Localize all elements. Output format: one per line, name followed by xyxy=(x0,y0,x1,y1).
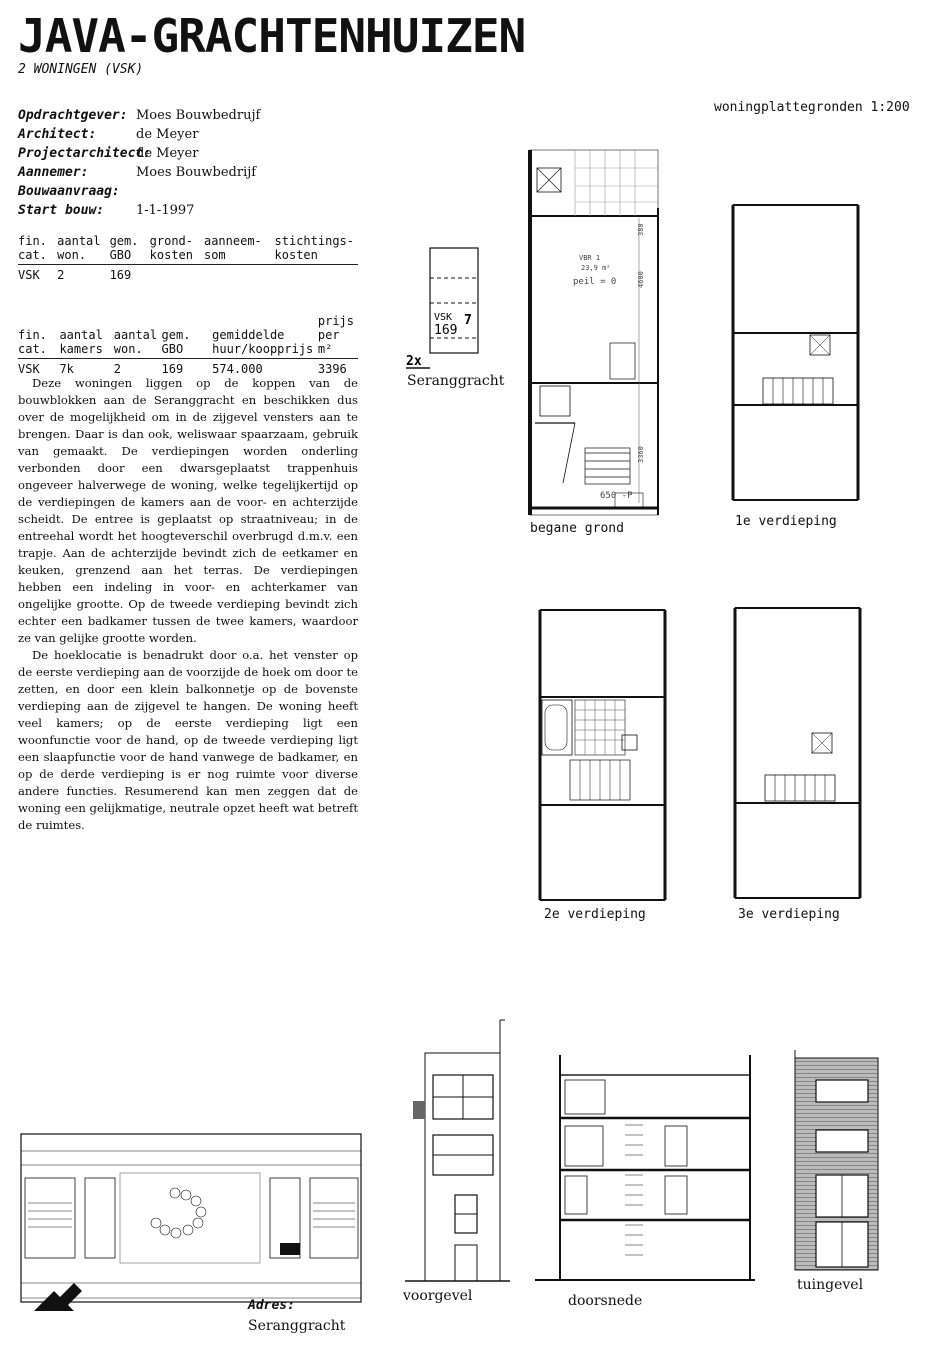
caption-second-floor: 2e verdieping xyxy=(544,907,646,922)
table-header: aantal won. xyxy=(114,314,162,359)
project-label: Architect: xyxy=(18,127,97,142)
site-plan xyxy=(20,1133,365,1333)
table-header-row xyxy=(18,234,358,265)
project-row xyxy=(18,201,260,220)
table-header: gem. GBO xyxy=(162,314,213,359)
table-header: fin. cat. xyxy=(18,314,59,359)
elevation-garden xyxy=(790,1050,885,1280)
plan-ground-floor xyxy=(515,148,665,520)
table-header: grond- kosten xyxy=(150,234,204,265)
site-highlight xyxy=(280,1243,300,1255)
project-label: Opdrachtgever: xyxy=(18,108,128,123)
price-table xyxy=(18,314,358,376)
table-header: stichtings- kosten xyxy=(275,234,358,265)
table-header: prijs per m² xyxy=(318,314,358,359)
project-row xyxy=(18,125,260,144)
caption-front-elevation: voorgevel xyxy=(403,1288,473,1304)
project-row xyxy=(18,163,260,182)
key-plan-street: Seranggracht xyxy=(407,373,505,389)
project-label: Bouwaanvraag: xyxy=(18,184,120,199)
page-title: JAVA-GRACHTENHUIZEN xyxy=(18,9,526,63)
room-area: 23,9 m² xyxy=(581,264,611,272)
plan-third-floor xyxy=(730,603,870,903)
table-header-row xyxy=(18,314,358,359)
elevation-front xyxy=(405,1015,510,1285)
caption-garden-elevation: tuingevel xyxy=(797,1277,864,1293)
key-plan-count: 2x xyxy=(406,354,422,369)
table-header: fin. cat. xyxy=(18,234,57,265)
table-cell xyxy=(150,265,204,283)
project-value: de Meyer xyxy=(136,146,199,161)
project-label: Aannemer: xyxy=(18,165,89,180)
scale-note: woningplattegronden 1:200 xyxy=(714,100,910,115)
table-row xyxy=(18,359,358,377)
project-value: Moes Bouwbedrijf xyxy=(136,165,257,180)
paragraph: Deze woningen liggen op de koppen van de bouwblokken aan de Seranggracht en beschikken dus over de mogelijkheid om in de zijgevel vensters aan te brengen. Daar is dan ook, weliswaar spaarzaam, gebruik van gemaakt. De verdiepingen worden onderling verbonden door een dwarsgeplaatst trappenhuis ongeveer halverwege de woning, welke tegelijkertijd op de verdiepingen de kamers aan de voor- en achterzijde scheidt. De entree is geplaatst op straatniveau; in de entreehal wordt het hoogteverschil overbrugd d.m.v. een trapje. Aan de achterzijde bevindt zich de eetkamer en keuken, grenzend aan het terras. De verdiepingen hebben een indeling in voor- en achterkamer van ongelijke grootte. Op de tweede verdieping bevindt zich echter een badkamer tussen de twee kamers, waardoor ze van gelijke grootte worden. xyxy=(18,376,358,645)
plan-second-floor xyxy=(530,605,670,905)
table-cell: 2 xyxy=(57,268,65,282)
north-arrow-icon xyxy=(34,1283,82,1311)
table-header: aanneem- som xyxy=(204,234,275,265)
table-cell xyxy=(204,265,275,283)
address-label: Adres: xyxy=(248,1298,295,1313)
dimension-label: 3360 xyxy=(637,446,645,463)
paragraph: De hoeklocatie is benadrukt door o.a. het venster op de eerste verdieping aan de voorzijde de hoek om door te zetten, en door een klein balkonnetje op de bovenste verdieping aan de zijgevel te hangen. De woning heeft veel kamers; op de eerste verdieping ligt een woonfunctie voor de hand, op de tweede verdieping ligt een slaapfunctie voor de hand vanwege de badkamer, en op de derde verdieping is er nog ruimte voor diverse andere functies. Resumerend kan men zeggen dat de woning een gelijkmatige, neutrale opzet heeft wat betreft de ruimtes. xyxy=(18,648,358,832)
project-row xyxy=(18,144,260,163)
caption-ground-floor: begane grond xyxy=(530,521,624,536)
section xyxy=(535,1050,755,1290)
table-cell: 169 xyxy=(161,362,184,376)
key-plan-gbo: 169 xyxy=(434,323,458,338)
project-value: Moes Bouwbedrujf xyxy=(136,108,261,123)
caption-section: doorsnede xyxy=(568,1293,643,1309)
dimension-label: 380 xyxy=(637,223,645,236)
project-info xyxy=(18,106,260,220)
caption-third-floor: 3e verdieping xyxy=(738,907,840,922)
table-cell: 574.000 xyxy=(212,362,263,376)
balcony xyxy=(413,1101,425,1119)
dimension-label: 4600 xyxy=(637,271,645,288)
page-subtitle: 2 WONINGEN (VSK) xyxy=(18,62,144,77)
table-cell: 7k xyxy=(59,362,74,376)
plan-first-floor xyxy=(728,200,868,505)
table-cell: 169 xyxy=(109,268,132,282)
project-value: 1-1-1997 xyxy=(136,203,195,218)
table-cell: VSK xyxy=(18,362,40,376)
caption-first-floor: 1e verdieping xyxy=(735,514,837,529)
table-row xyxy=(18,265,358,283)
key-plan-cat: VSK xyxy=(434,312,453,323)
table-header: gemiddelde huur/koopprijs xyxy=(212,314,318,359)
project-row xyxy=(18,182,260,201)
table-cell: VSK xyxy=(18,268,40,282)
key-plan xyxy=(400,245,510,385)
project-value: de Meyer xyxy=(136,127,199,142)
address-value: Seranggracht xyxy=(248,1318,346,1334)
peil-label: peil = 0 xyxy=(573,277,617,287)
description xyxy=(18,375,358,834)
project-row xyxy=(18,106,260,125)
table-cell: 2 xyxy=(113,362,121,376)
table-header: aantal kamers xyxy=(59,314,113,359)
project-label: Projectarchitect: xyxy=(18,146,152,161)
table-cell: 3396 xyxy=(317,362,347,376)
table-header: aantal won. xyxy=(57,234,109,265)
table-cell xyxy=(275,265,358,283)
table-header: gem. GBO xyxy=(110,234,150,265)
key-plan-rooms: 7 xyxy=(464,313,472,328)
cost-table xyxy=(18,234,358,282)
room-label: VBR 1 xyxy=(579,254,601,262)
project-label: Start bouw: xyxy=(18,203,105,218)
dimension-label: 650 -P xyxy=(600,491,633,501)
